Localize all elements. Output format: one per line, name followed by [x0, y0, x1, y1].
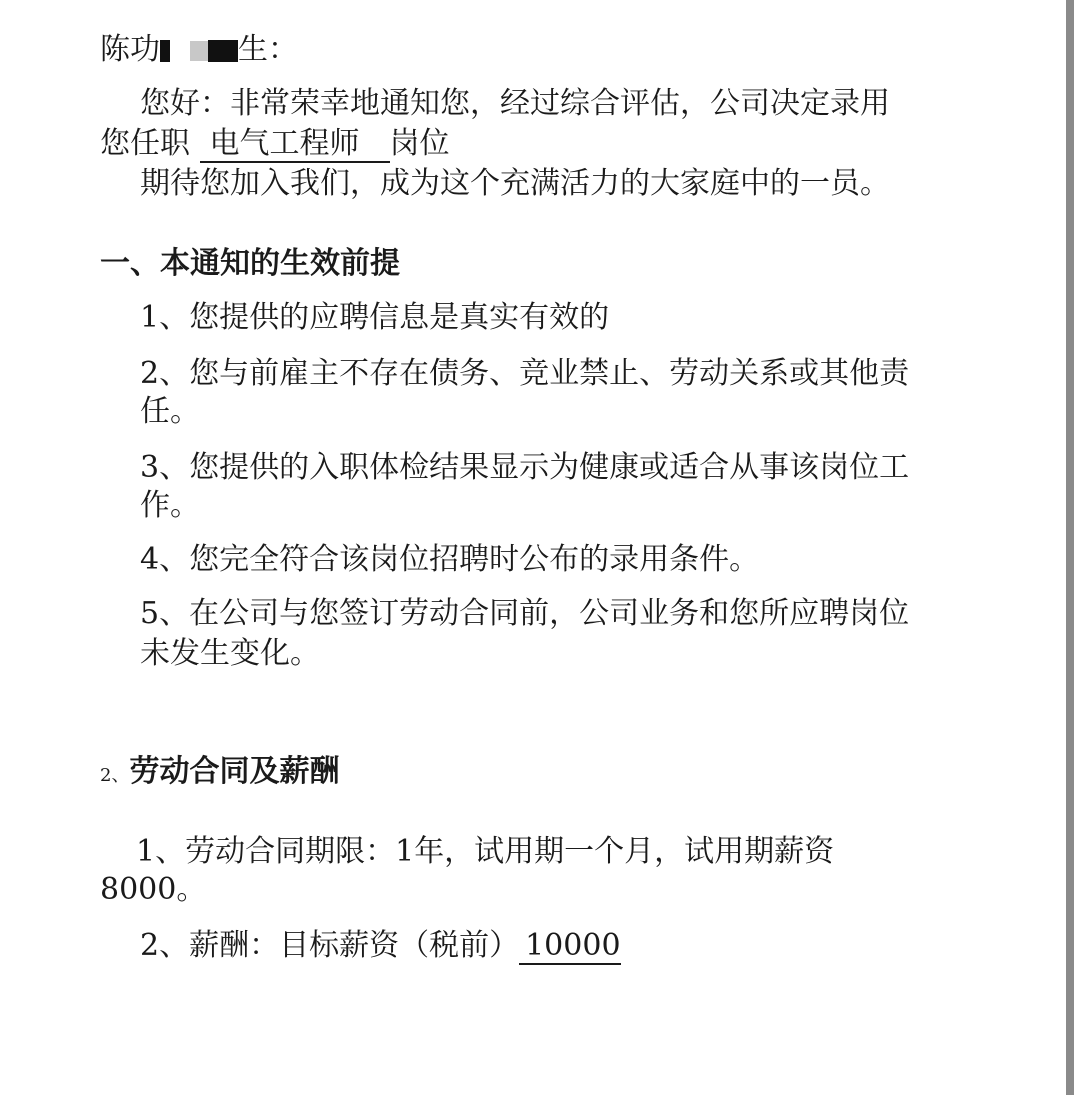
redaction-block: [208, 40, 238, 62]
section2-title: [100, 752, 339, 796]
salary-field: [519, 929, 620, 965]
list-item: 2、您与前雇主不存在债务、竞业禁止、劳动关系或其他责: [140, 356, 910, 391]
list-item: 5、在公司与您签订劳动合同前，公司业务和您所应聘岗位: [140, 596, 910, 631]
list-item-continuation: 8000。: [100, 872, 207, 907]
salary-value: 10000: [525, 928, 621, 963]
redaction-block: [160, 40, 170, 62]
salutation-name-start: 陈功: [100, 32, 160, 67]
salutation-end: 生：: [238, 32, 298, 67]
scrollbar-thumb[interactable]: [1066, 0, 1074, 1095]
greeting-text: ：非常荣幸地通知您，经过综合评估，公司决定录用: [200, 86, 890, 121]
redaction-block: [190, 41, 208, 61]
greeting: [140, 84, 890, 124]
position-field: [200, 127, 390, 163]
list-item: 1、您提供的应聘信息是真实有效的: [140, 300, 610, 335]
list-item-continuation: 任。: [140, 394, 200, 429]
position-value: 电气工程师: [209, 126, 360, 161]
list-item: 4、您完全符合该岗位招聘时公布的录用条件。: [140, 542, 760, 577]
section2-separator: 、: [111, 765, 130, 786]
salutation: [100, 30, 298, 70]
position-prefix: 您任职: [100, 126, 190, 161]
section1-title: 一、本通知的生效前提: [100, 246, 400, 281]
section2-heading: 劳动合同及薪酬: [129, 754, 340, 789]
list-item: 2、薪酬：目标薪资（税前） 10000: [140, 928, 621, 963]
position-suffix: 岗位: [389, 126, 450, 161]
list-item: 3、您提供的入职体检结果显示为健康或适合从事该岗位工: [140, 450, 910, 485]
section2-number: 2: [100, 765, 112, 786]
welcome-text: 期待您加入我们，成为这个充满活力的大家庭中的一员。: [140, 166, 890, 201]
position-line: [100, 124, 450, 164]
list-item-continuation: 作。: [140, 488, 200, 523]
list-item: 1、劳动合同期限：1年，试用期一个月，试用期薪资: [136, 834, 835, 869]
greeting-start: 您好: [140, 86, 200, 121]
list-item-continuation: 未发生变化。: [140, 636, 320, 671]
